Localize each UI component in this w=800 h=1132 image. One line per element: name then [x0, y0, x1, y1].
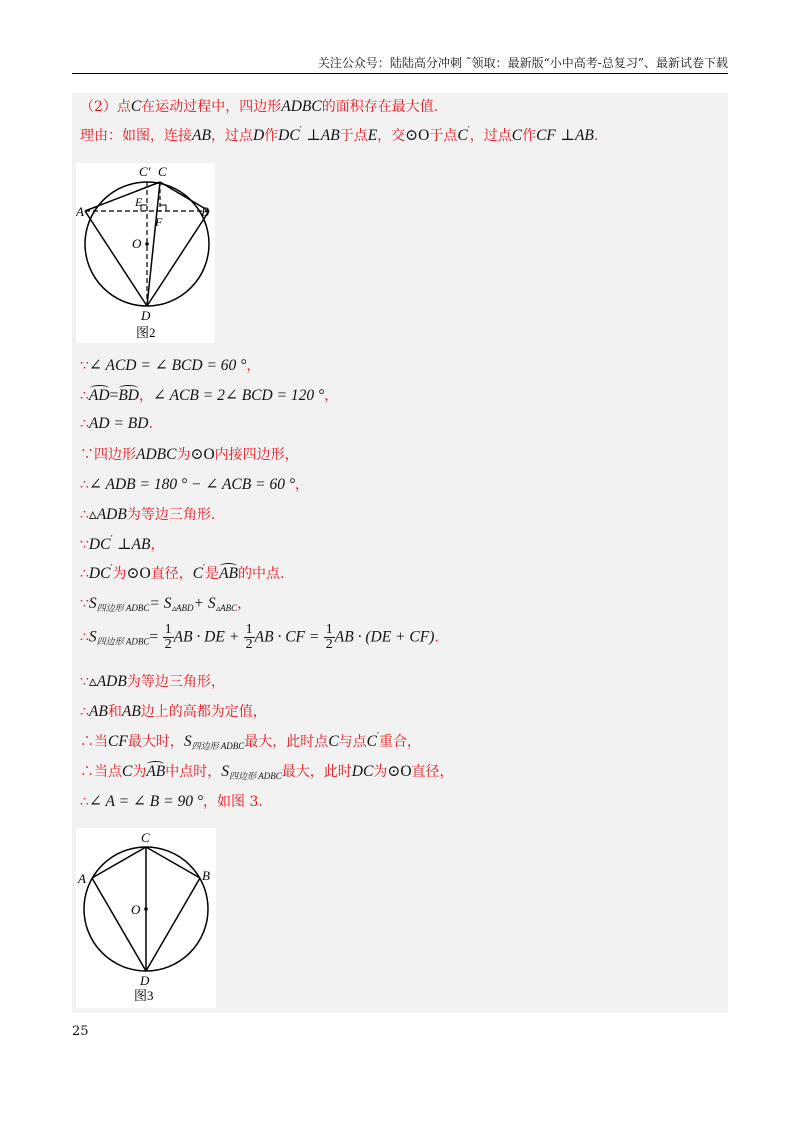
label-c-prime: C′	[139, 164, 151, 179]
line-4: ∴AD=BD，∠ ACB = 2∠ BCD = 120 °，	[80, 387, 339, 404]
line-12: $\therefore S_{四边形 ADBC}=$ $\frac{1}{2}$ AB · DE + $\frac{1}{2}$ AB · CF = $\frac{1}{2}$ AB · (DE + CF).	[80, 622, 439, 652]
figure-3-caption: 图3	[134, 988, 154, 1003]
figure-3	[76, 828, 216, 1008]
label-c: C	[141, 830, 150, 845]
line-3: ∵∠ ACD = ∠ BCD = 60 °，	[80, 357, 261, 374]
fraction-half-3: $\frac{1}{2}$	[325, 622, 333, 652]
solution-block	[72, 93, 728, 1013]
fraction-half-1: $\frac{1}{2}$	[164, 622, 172, 652]
line-11: $\because S_{四边形 ADBC}= S_{▵ABD}+ S_{▵ABC}$，	[80, 595, 252, 613]
figure-2	[76, 163, 215, 343]
page-number: 25	[72, 1024, 89, 1039]
label-a: A	[78, 871, 86, 886]
figure-2-caption: 图2	[136, 325, 156, 340]
label-f: F	[155, 215, 163, 229]
fraction-half-2: $\frac{1}{2}$	[245, 622, 253, 652]
label-d: D	[141, 308, 151, 323]
figure-2-diagram	[76, 163, 215, 343]
line-14: ∴AB和AB边上的高都为定值，	[80, 703, 267, 720]
line-2: 理由：如图，连接AB，过点D作DC′ ⊥AB于点E，交⊙O于点C′，过点C作CF ⊥AB.	[80, 126, 599, 144]
line-1: （2）点C在运动过程中，四边形ADBC的面积存在最大值.	[80, 98, 439, 115]
label-a: A	[76, 204, 84, 219]
line-6: ∵四边形ADBC为⊙O内接四边形，	[80, 446, 299, 463]
line-15: ∴当CF最大时，$S_{四边形 ADBC}$最大，此时点C与点C′重合，	[80, 732, 422, 751]
line-5: ∴AD = BD.	[80, 415, 153, 432]
label-b: B	[202, 868, 210, 883]
label-b: B	[201, 204, 209, 219]
label-d: D	[140, 973, 150, 988]
line-10: ∴DC′为⊙O直径，C′是AB的中点.	[80, 564, 285, 582]
line-9: ∵DC′ ⊥AB，	[80, 535, 165, 553]
figure-3-diagram	[76, 828, 216, 1008]
line-7: ∴∠ ADB = 180 ° − ∠ ACB = 60 °，	[80, 476, 310, 493]
line-16: ∴当点C为AB中点时，$S_{四边形 ADBC}$最大，此时DC为⊙O直径，	[80, 763, 454, 781]
page-header: 关注公众号：陆陆高分冲刺 ˜领取：最新版“小中高考-总复习”、最新试卷下载	[72, 55, 728, 74]
label-c: C	[158, 164, 167, 179]
label-o: O	[132, 236, 142, 251]
line-13: ∵▵ADB为等边三角形，	[80, 673, 225, 690]
line-17: ∴∠ A = ∠ B = 90 °，如图 3.	[80, 793, 263, 810]
line-8: ∴▵ADB为等边三角形.	[80, 506, 216, 523]
label-e: E	[135, 195, 143, 209]
label-o: O	[131, 902, 141, 917]
